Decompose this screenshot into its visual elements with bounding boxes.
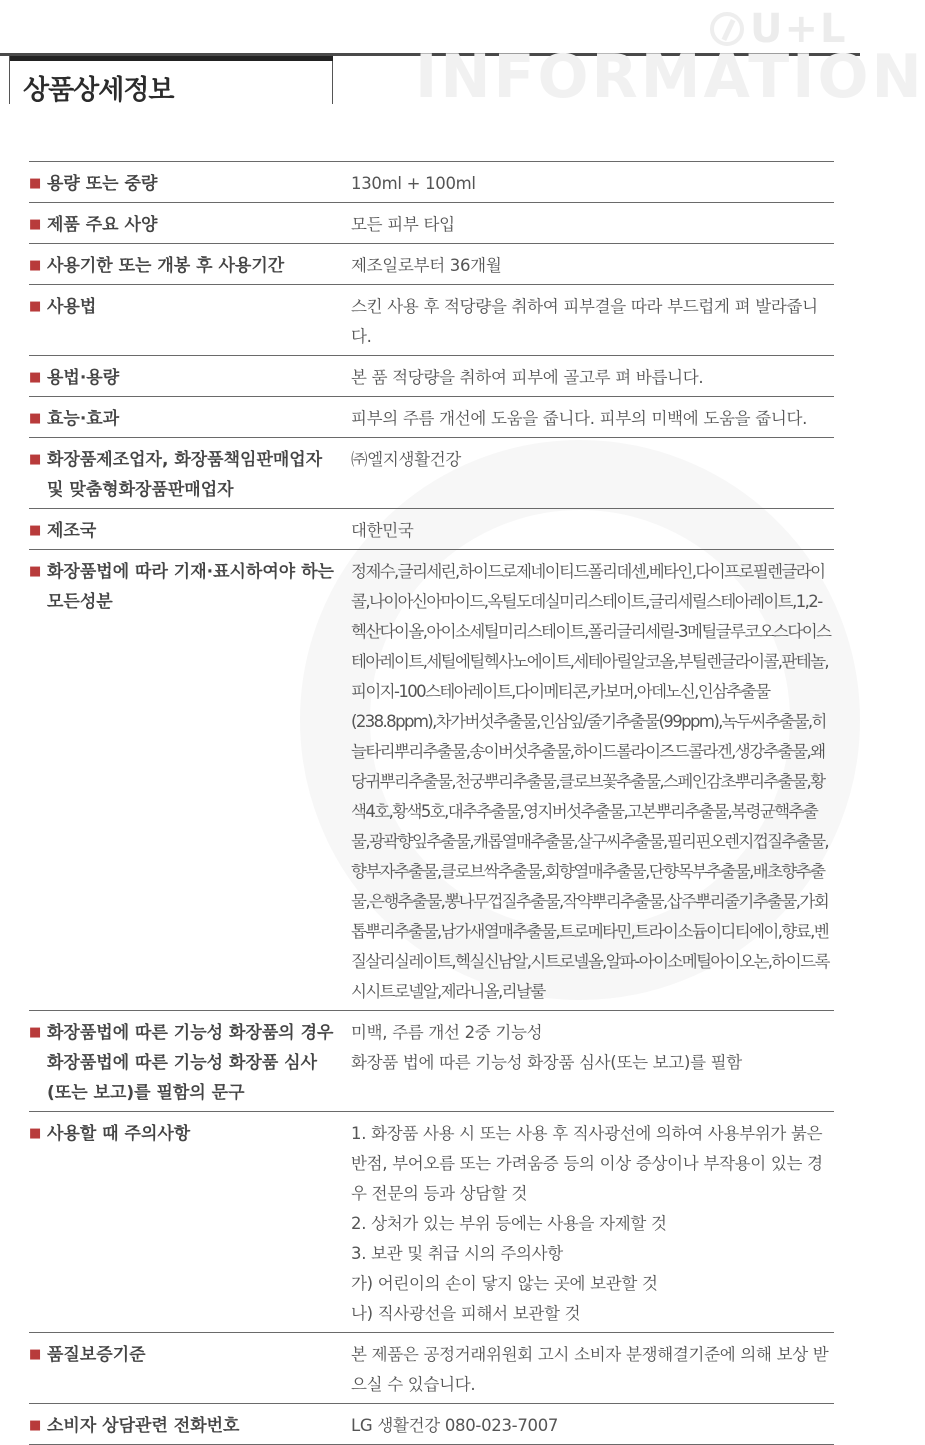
info-value-cell [345,285,834,356]
square-bullet-icon: ■ [29,564,42,579]
info-value-cell [345,438,834,509]
square-bullet-icon: ■ [29,1025,42,1040]
title-box [9,56,333,104]
info-value-line: 모든 피부 타입 [351,215,455,234]
info-label-cell [29,1112,345,1333]
product-info-rows [29,162,834,1445]
info-label-cell [29,285,345,356]
info-value-line: 본 품 적당량을 취하여 피부에 골고루 펴 바릅니다. [351,368,704,387]
info-label: 소비자 상담관련 전화번호 [47,1416,240,1436]
info-value-line: 대한민국 [351,521,414,540]
info-value-cell [345,203,834,244]
square-bullet-icon: ■ [29,299,42,314]
square-bullet-icon: ■ [29,370,42,385]
square-bullet-icon: ■ [29,258,42,273]
info-label-wrap [29,292,339,322]
info-row [29,203,834,244]
info-label: 화장품제조업자, 화장품책임판매업자 및 맞춤형화장품판매업자 [47,450,323,500]
info-value-cell [345,397,834,438]
info-row [29,244,834,285]
info-label-cell [29,1011,345,1112]
info-label-wrap [29,1018,339,1108]
info-label-cell [29,397,345,438]
info-value-cell [345,1112,834,1333]
info-label-cell [29,244,345,285]
info-value-line: 스킨 사용 후 적당량을 취하여 피부결을 따라 부드럽게 펴 발라줍니다. [351,297,818,346]
info-value-line: 1. 화장품 사용 시 또는 사용 후 직사광선에 의하여 사용부위가 붉은 반점, 부어오름 또는 가려움증 등의 이상 증상이나 부작용이 있는 경우 전문의 등과 상담할 것 [351,1124,823,1203]
info-label: 제조국 [47,521,97,541]
info-value-cell [345,1011,834,1112]
info-value-line: 제조일로부터 36개월 [351,256,502,275]
info-value-line: 3. 보관 및 취급 시의 주의사항 [351,1244,563,1263]
info-label: 제품 주요 사양 [47,215,158,235]
info-value-line: ㈜엘지생활건강 [351,450,462,469]
info-value-line: 본 제품은 공정거래위원회 고시 소비자 분쟁해결기준에 의해 보상 받으실 수 있습니다. [351,1345,829,1394]
logo-mark-icon [710,12,744,46]
info-row [29,438,834,509]
info-label-wrap [29,557,339,617]
brand-logo [710,6,847,52]
square-bullet-icon: ■ [29,523,42,538]
info-value-cell [345,509,834,550]
info-label-wrap [29,1340,339,1370]
info-label: 품질보증기준 [47,1345,146,1365]
info-label: 사용기한 또는 개봉 후 사용기간 [47,256,285,276]
info-value-cell [345,1404,834,1445]
page-title: 상품상세정보 [23,75,174,106]
info-label-wrap [29,1411,339,1441]
info-label-wrap [29,210,339,240]
info-value-line: 미백, 주름 개선 2중 기능성 [351,1023,543,1042]
info-row [29,285,834,356]
info-value-line: 2. 상처가 있는 부위 등에는 사용을 자제할 것 [351,1214,667,1233]
info-label: 화장품법에 따른 기능성 화장품의 경우 화장품법에 따른 기능성 화장품 심사(또는 보고)를 필함의 문구 [47,1023,334,1103]
square-bullet-icon: ■ [29,1347,42,1362]
info-row [29,550,834,1011]
info-label: 사용법 [47,297,97,317]
info-label: 화장품법에 따라 기재·표시하여야 하는 모든성분 [47,562,334,612]
info-value-cell [345,1333,834,1404]
info-label-cell [29,1333,345,1404]
info-label-wrap [29,1119,339,1149]
info-label-cell [29,203,345,244]
background-word: INFORMATION [415,42,925,112]
info-value-line: 피부의 주름 개선에 도움을 줍니다. 피부의 미백에 도움을 줍니다. [351,409,808,428]
square-bullet-icon: ■ [29,411,42,426]
product-info-table [29,161,834,1445]
logo-text: U+L [750,6,848,52]
info-label-cell [29,1404,345,1445]
info-label-wrap [29,404,339,434]
info-value-cell [345,356,834,397]
info-value-cell [345,244,834,285]
info-label: 효능·효과 [47,409,120,429]
info-value-line: LG 생활건강 080-023-7007 [351,1416,559,1435]
info-value-cell [345,550,834,1011]
info-label-wrap [29,445,339,505]
info-row [29,356,834,397]
info-label-wrap [29,363,339,393]
info-value-cell [345,162,834,203]
info-label-cell [29,162,345,203]
square-bullet-icon: ■ [29,1418,42,1433]
info-row [29,162,834,203]
square-bullet-icon: ■ [29,1126,42,1141]
info-label-wrap [29,251,339,281]
info-value-line: 정제수,글리세린,하이드로제네이티드폴리데센,베타인,다이프로필렌글라이콜,나이아신아마이드,옥틸도데실미리스테이트,글리세릴스테아레이트,1,2-헥산다이올,아이소세틸미리스테이트,폴리글리세릴-3메틸글루코오스다이스테아레이트,세틸에틸헥사노에이트,세테아릴알코올,부틸렌글라이콜,판테놀,피이지-100스테아레이트,다이메티콘,카보머,아데노신,인삼추출물(238.8ppm),차가버섯추출물,인삼잎/줄기추출물(99ppm),녹두씨추출물,히늘타리뿌리추출물,송이버섯추출물,하이드롤라이즈드콜라겐,생강추출물,왜당귀뿌리추출물,천궁뿌리추출물,클로브꽃추출물,스페인감초뿌리추출물,황색4호,황색5호,대추추출물,영지버섯추출물,고본뿌리추출물,복령균핵추출물,광곽향잎추출물,캐롭열매추출물,살구씨추출물,필리핀오렌지껍질추출물,향부자추출물,클로브싹추출물,회향열매추출물,단향목부추출물,배초향추출물,은행추출물,뽕나무껍질추출물,작약뿌리추출물,삽주뿌리줄기추출물,가회톱뿌리추출물,남가새열매추출물,트로메타민,트라이소듐이디티에이,향료,벤질살리실레이트,헥실신남알,시트로넬올,알파-아이소메틸아이오논,하이드록시시트로넬알,제라니올,리날룰 [351,562,831,1001]
info-row [29,1112,834,1333]
info-label-cell [29,509,345,550]
info-row [29,509,834,550]
info-value-line: 130ml + 100ml [351,174,476,193]
info-row [29,1011,834,1112]
info-value-line: 가) 어린이의 손이 닿지 않는 곳에 보관할 것 [351,1274,658,1293]
info-label-cell [29,550,345,1011]
info-value-line: 나) 직사광선을 피해서 보관할 것 [351,1304,581,1323]
info-row [29,1404,834,1445]
info-label: 용량 또는 중량 [47,174,158,194]
info-row [29,397,834,438]
info-label-wrap [29,169,339,199]
title-accent-bar [10,56,333,61]
info-row [29,1333,834,1404]
info-label: 사용할 때 주의사항 [47,1124,191,1144]
info-value-line: 화장품 법에 따른 기능성 화장품 심사(또는 보고)를 필함 [351,1053,742,1072]
square-bullet-icon: ■ [29,452,42,467]
info-label-wrap [29,516,339,546]
info-label: 용법·용량 [47,368,120,388]
info-label-cell [29,438,345,509]
square-bullet-icon: ■ [29,176,42,191]
square-bullet-icon: ■ [29,217,42,232]
info-label-cell [29,356,345,397]
